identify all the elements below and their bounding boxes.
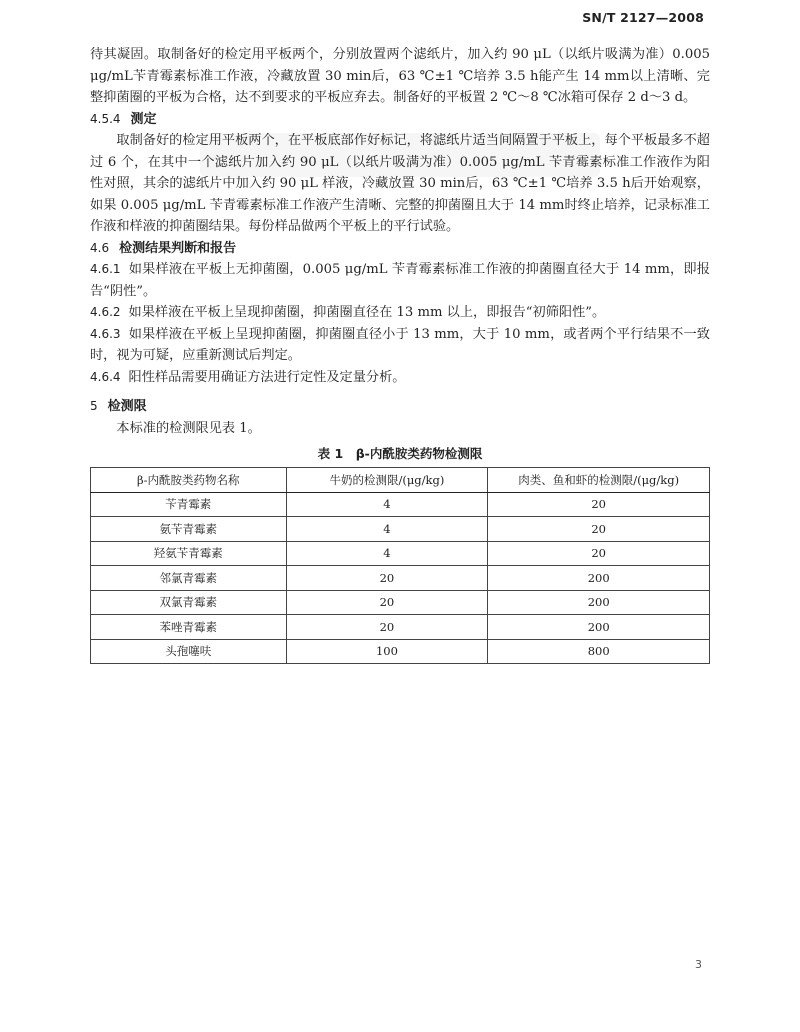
clause-number: 4.6.4 bbox=[90, 369, 121, 384]
heading-5 bbox=[90, 396, 710, 418]
clause-text: 如果样液在平板上无抑菌圈，0.005 μg/mL 苄青霉素标准工作液的抑菌圈直径大于 14 mm，即报告“阴性”。 bbox=[90, 262, 710, 299]
page-number: 3 bbox=[695, 958, 702, 971]
detection-limit-table bbox=[90, 467, 710, 664]
standard-code: SN/T 2127—2008 bbox=[582, 10, 704, 25]
table-row bbox=[91, 517, 710, 542]
section-number: 5 bbox=[90, 399, 98, 413]
heading-4-6 bbox=[90, 238, 710, 260]
paragraph-detection-limit-intro: 本标准的检测限见表 1。 bbox=[116, 420, 261, 436]
section-number: 4.5.4 bbox=[90, 111, 121, 126]
table-cell: 20 bbox=[488, 541, 710, 566]
table-cell: 4 bbox=[286, 492, 488, 517]
clause-text: 阳性样品需要用确证方法进行定性及定量分析。 bbox=[128, 369, 406, 385]
document-body bbox=[90, 44, 710, 664]
clause-text: 如果样液在平板上呈现抑菌圈，抑菌圈直径在 13 mm 以上，即报告“初筛阳性”。 bbox=[128, 305, 606, 320]
clause-4-6-1 bbox=[90, 259, 710, 302]
table-cell: 800 bbox=[488, 639, 710, 664]
table-cell: 20 bbox=[488, 492, 710, 517]
paragraph-plate-verification: 待其凝固。取制备好的检定用平板两个，分别放置两个滤纸片，加入约 90 μL（以纸片吸满为准）0.005 μg/mL苄青霉素标准工作液，冷藏放置 30 min后，63 ℃±1 ℃培养 3.5 h能产生 14 mm以上清晰、完整抑菌圈的平板为合格，达不到要求的平板应弃去。制备好的平板置 2 ℃～8 ℃冰箱可保存 2 d～3 d。 bbox=[90, 47, 710, 105]
table-cell: 头孢噻呋 bbox=[91, 639, 287, 664]
column-header-drug-name: β-内酰胺类药物名称 bbox=[91, 468, 287, 493]
table-cell: 双氯青霉素 bbox=[91, 590, 287, 615]
table-cell: 200 bbox=[488, 590, 710, 615]
section-title: 检测结果判断和报告 bbox=[119, 240, 237, 256]
section-title: 测定 bbox=[130, 111, 157, 127]
column-header-milk-limit: 牛奶的检测限/(μg/kg) bbox=[286, 468, 488, 493]
table-cell: 4 bbox=[286, 517, 488, 542]
heading-4-5-4 bbox=[90, 109, 710, 131]
table-cell: 20 bbox=[488, 517, 710, 542]
clause-number: 4.6.3 bbox=[90, 326, 121, 341]
table-cell: 邻氯青霉素 bbox=[91, 566, 287, 591]
clause-4-6-2 bbox=[90, 302, 710, 324]
table-cell: 氨苄青霉素 bbox=[91, 517, 287, 542]
table-cell: 苄青霉素 bbox=[91, 492, 287, 517]
clause-4-6-3 bbox=[90, 324, 710, 367]
table-cell: 羟氨苄青霉素 bbox=[91, 541, 287, 566]
section-title: 检测限 bbox=[107, 399, 147, 414]
clause-text: 如果样液在平板上呈现抑菌圈，抑菌圈直径小于 13 mm，大于 10 mm，或者两个平行结果不一致时，视为可疑，应重新测试后判定。 bbox=[90, 326, 710, 363]
table-header-row bbox=[91, 468, 710, 493]
table-row bbox=[91, 615, 710, 640]
table-cell: 20 bbox=[286, 590, 488, 615]
clause-4-6-4 bbox=[90, 367, 710, 389]
paragraph-measurement: 取制备好的检定用平板两个，在平板底部作好标记，将滤纸片适当间隔置于平板上，每个平板最多不超过 6 个，在其中一个滤纸片加入约 90 μL（以纸片吸满为准）0.005 μg/mL 苄青霉素标准工作液作为阳性对照，其余的滤纸片中加入约 90 μL 样液，冷藏放置 30 min后，63 ℃±1 ℃培养 3.5 h后开始观察，如果 0.005 μg/mL 苄青霉素标准工作液产生清晰、完整的抑菌圈且大于 14 mm时终止培养，记录标准工作液和样液的抑菌圈结果。每份样品做两个平板上的平行试验。 bbox=[90, 133, 710, 234]
clause-number: 4.6.2 bbox=[90, 305, 121, 319]
clause-number: 4.6.1 bbox=[90, 262, 121, 276]
table-caption: 表 1 β-内酰胺类药物检测限 bbox=[317, 446, 483, 461]
section-number: 4.6 bbox=[90, 240, 110, 255]
table-cell: 200 bbox=[488, 615, 710, 640]
column-header-meat-limit: 肉类、鱼和虾的检测限/(μg/kg) bbox=[488, 468, 710, 493]
table-cell: 20 bbox=[286, 615, 488, 640]
table-cell: 20 bbox=[286, 566, 488, 591]
table-cell: 100 bbox=[286, 639, 488, 664]
table-cell: 苯唑青霉素 bbox=[91, 615, 287, 640]
table-row bbox=[91, 639, 710, 664]
table-cell: 4 bbox=[286, 541, 488, 566]
table-row bbox=[91, 590, 710, 615]
table-cell: 200 bbox=[488, 566, 710, 591]
table-row bbox=[91, 566, 710, 591]
table-row bbox=[91, 492, 710, 517]
table-row bbox=[91, 541, 710, 566]
